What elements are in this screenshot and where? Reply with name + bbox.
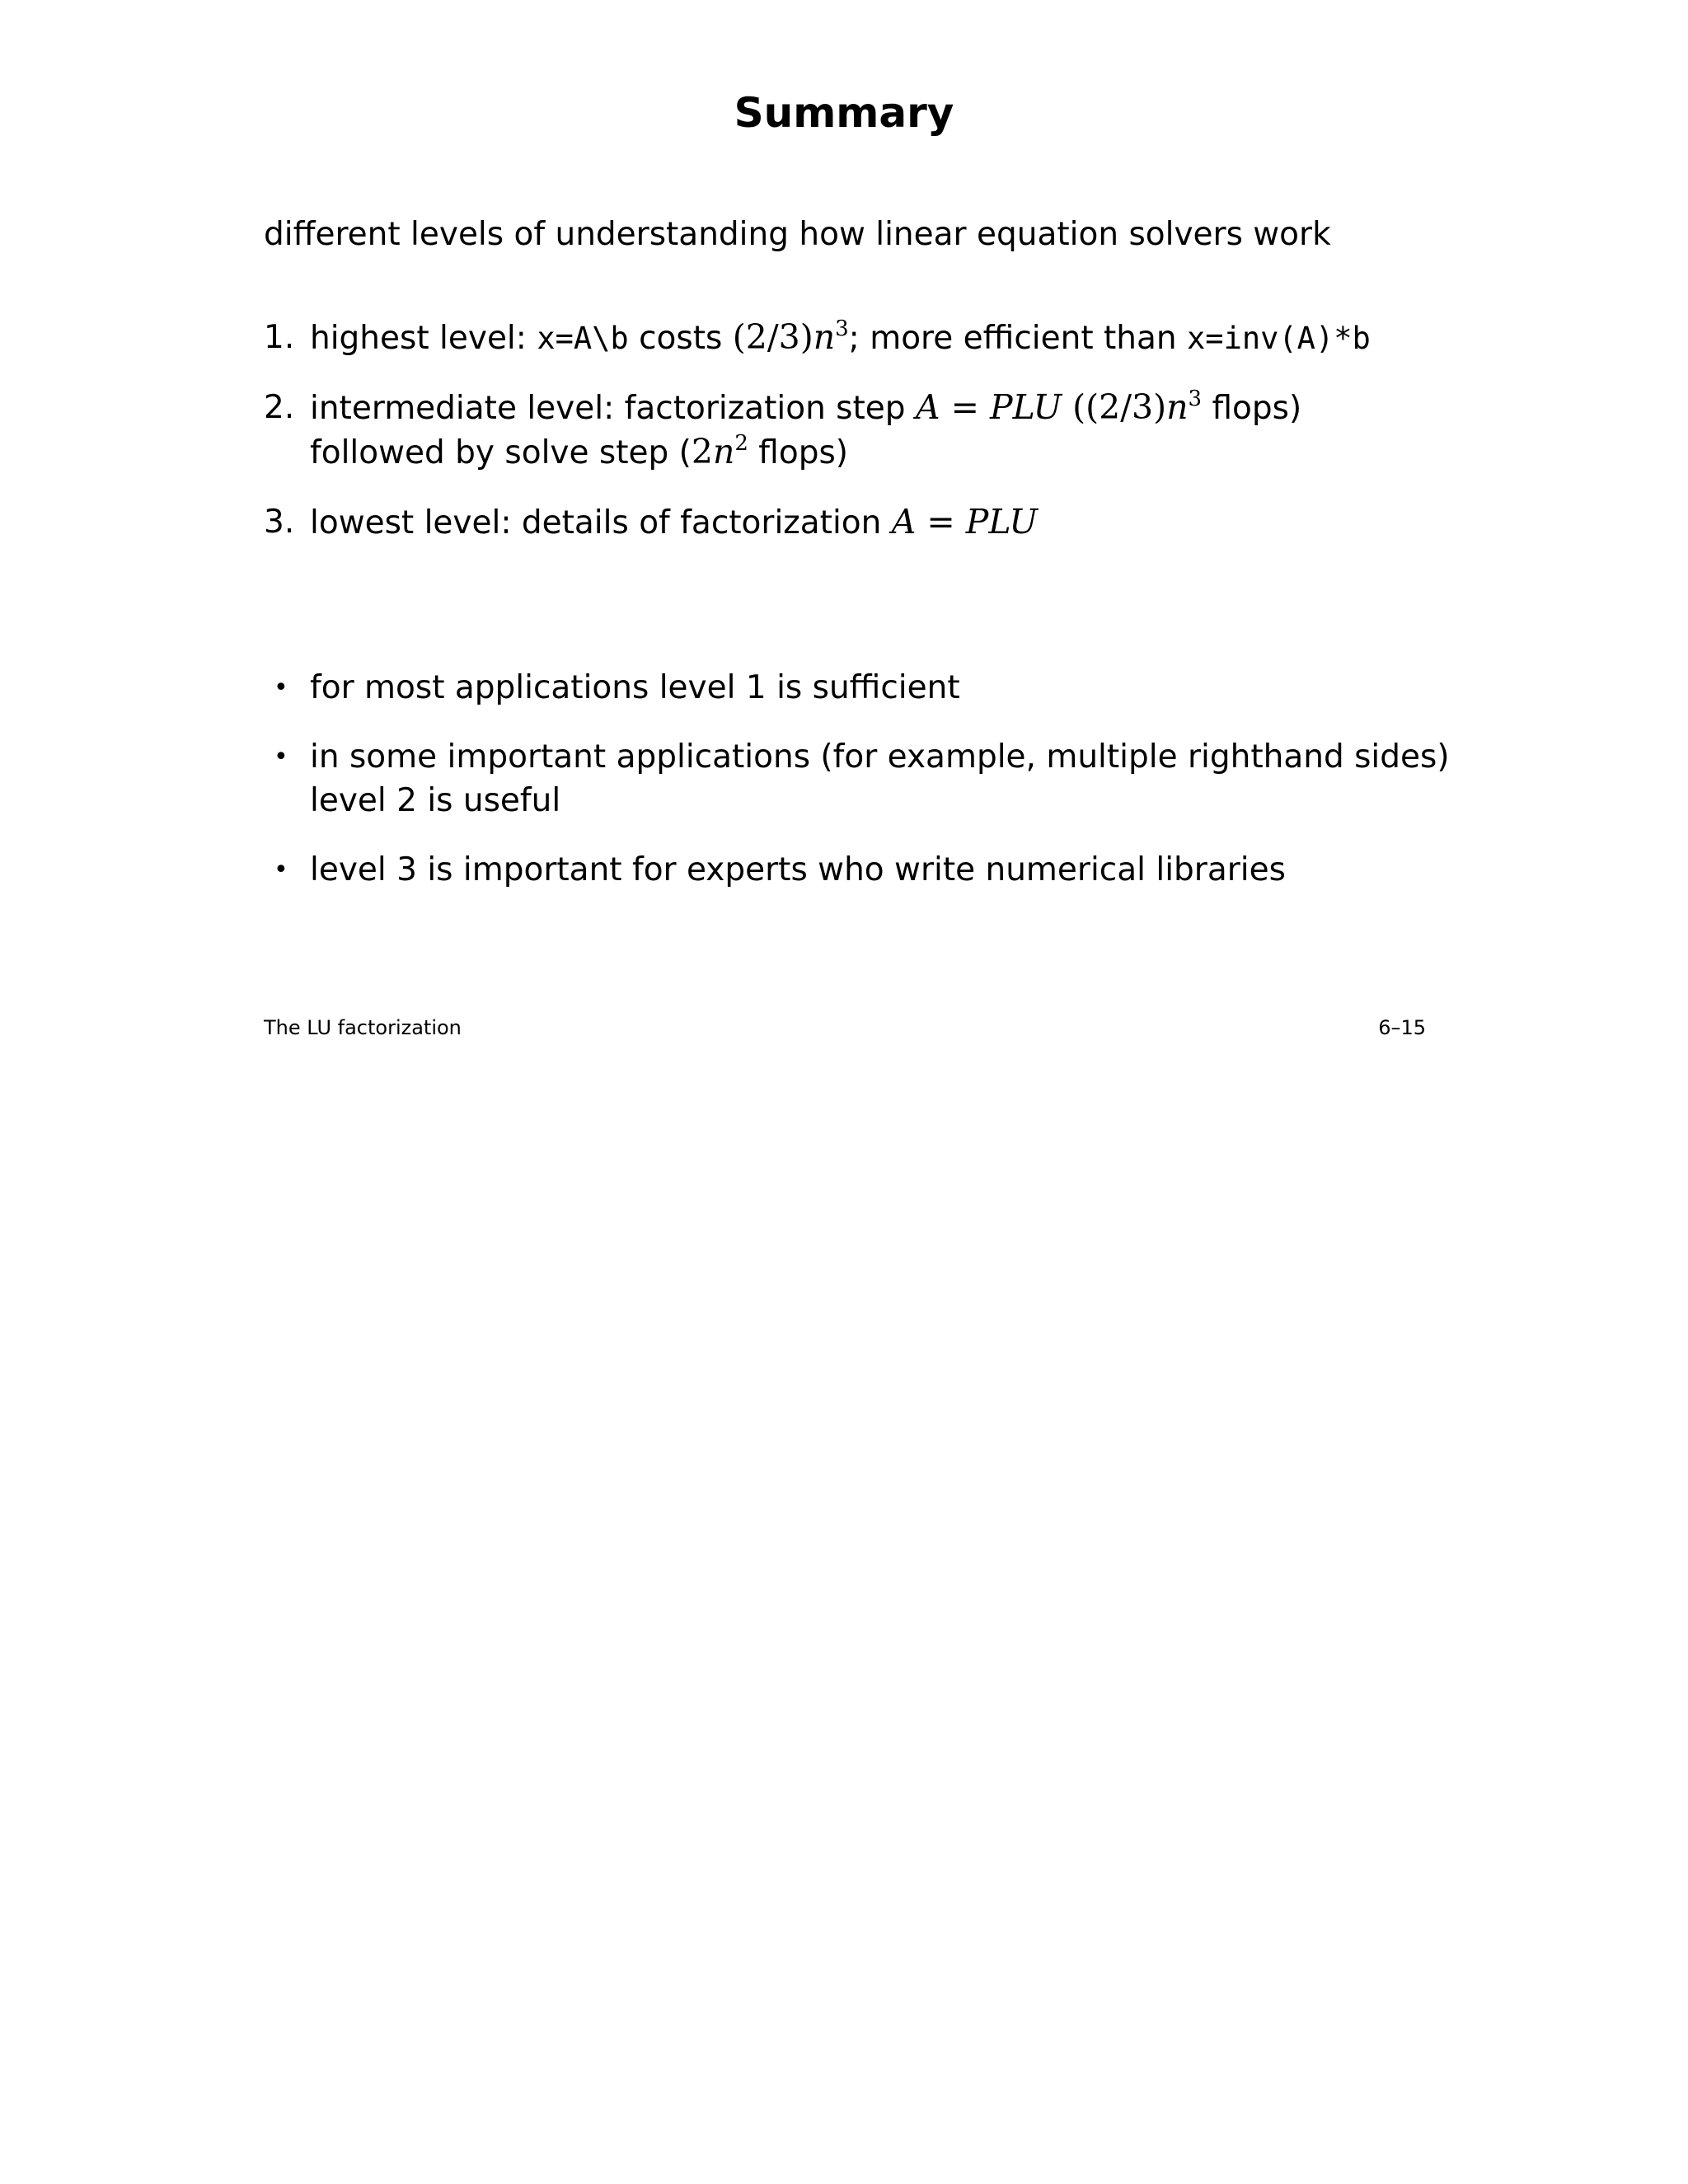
level-item-3: 3. lowest level: details of factorization A = PLU [264,500,1371,545]
level-1-tail: ; more efficient than [848,320,1188,357]
plu-formula: A = PLU [891,502,1038,541]
bullet-item-1: • for most applications level 1 is sufficient [264,666,1450,710]
level-item-2 [264,386,1371,475]
list-number: 1. [264,319,295,356]
bullet-item-3: • level 3 is important for experts who write numerical libraries [264,848,1450,892]
footer-page-number: 6–15 [1378,1016,1426,1039]
footer-section-title: The LU factorization [264,1016,462,1039]
plu-formula: A = PLU [915,387,1062,427]
code-inverse-solve: x=inv(A)*b [1187,321,1371,356]
bullet-icon: • [274,855,288,884]
level-2-line-2: followed by solve step ($2n^2$ flops) [310,431,849,471]
code-backslash-solve: x=A\b [537,321,629,356]
bullet-icon: • [274,673,288,702]
bullet-item-2: • in some important applications (for example, multiple righthand sides) level 2 is useful [264,735,1450,823]
level-item-1 [264,316,1371,360]
intro-text: different levels of understanding how linear equation solvers work [264,216,1331,253]
cost-formula: $(2/3)n^3$ [732,316,849,357]
factor-cost-formula: $(2/3)n^3$ [1085,387,1203,427]
list-number: 3. [264,504,295,541]
level-1-lead: highest level: [310,320,537,357]
levels-list [264,316,1371,570]
list-number: 2. [264,389,295,426]
bullet-icon: • [274,743,288,771]
level-1-mid: costs [628,320,733,357]
level-2-line-1: intermediate level: factorization step A = PLU ($(2/3)n^3$ flops) [310,387,1302,427]
solve-cost-formula: $2n^2$ [691,431,748,471]
bullet-list [264,666,1450,917]
page-title: Summary [734,89,954,137]
